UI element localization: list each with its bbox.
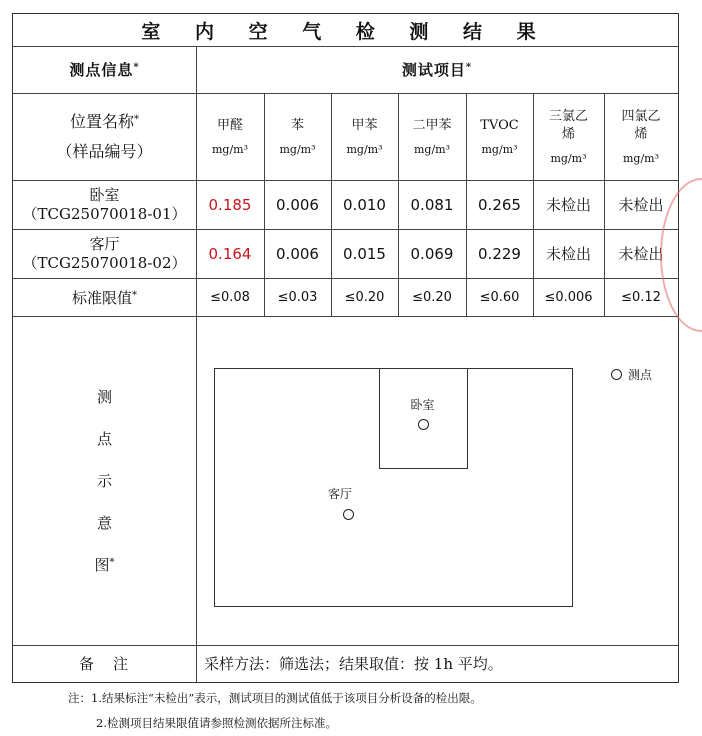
item-column-header bbox=[466, 93, 533, 180]
result-value-cell: 0.265 bbox=[478, 195, 521, 214]
remarks-text: 采样方法：筛选法；结果取值：按 1h 平均。 bbox=[204, 655, 503, 673]
item-name: 甲醛 bbox=[216, 118, 243, 133]
result-value-cell: 未检出 bbox=[618, 245, 664, 263]
living-room-label: 客厅 bbox=[328, 487, 353, 501]
diagram-label-char: 图 bbox=[94, 555, 110, 574]
item-column-header bbox=[331, 93, 398, 180]
limit-value-cell: ≤0.20 bbox=[412, 289, 452, 305]
test-items-header bbox=[196, 46, 678, 93]
living-room-point-icon bbox=[343, 509, 354, 520]
footnote-mark: * bbox=[465, 62, 473, 73]
point-info-label: 测点信息 bbox=[69, 61, 134, 79]
item-unit: mg/m³ bbox=[550, 152, 587, 165]
legend-label: 测点 bbox=[628, 368, 653, 382]
floor-plan bbox=[196, 316, 678, 645]
item-unit: mg/m³ bbox=[413, 143, 451, 156]
result-value-cell: 未检出 bbox=[545, 245, 591, 263]
item-unit: mg/m³ bbox=[211, 143, 249, 156]
result-value-cell: 0.006 bbox=[276, 244, 319, 263]
location-name: 卧室 bbox=[89, 185, 120, 204]
limit-value-cell: ≤0.60 bbox=[479, 289, 520, 305]
limit-value-cell: ≤0.006 bbox=[544, 289, 593, 305]
limits-label bbox=[13, 278, 196, 316]
footnote-mark: * bbox=[132, 289, 137, 301]
limit-value-cell: ≤0.12 bbox=[621, 289, 661, 305]
bedroom-point-icon bbox=[418, 419, 429, 430]
diagram-label-char: 点 bbox=[96, 429, 112, 448]
location-label: 位置名称 bbox=[69, 111, 134, 131]
test-items-label: 测试项目 bbox=[401, 61, 466, 79]
point-info-header bbox=[13, 46, 196, 93]
location-cell bbox=[13, 229, 196, 278]
item-column-header bbox=[533, 93, 604, 180]
report-table bbox=[12, 13, 679, 683]
result-value-cell: 0.229 bbox=[478, 244, 521, 263]
sample-id: （TCG25070018-01） bbox=[22, 204, 187, 223]
item-name: 甲苯 bbox=[351, 118, 378, 133]
item-column-header bbox=[264, 93, 331, 180]
item-column-header bbox=[196, 93, 264, 180]
item-unit: mg/m³ bbox=[279, 143, 316, 156]
limit-value-cell: ≤0.20 bbox=[344, 289, 385, 305]
diagram-label-char: 示 bbox=[96, 471, 112, 490]
footnote-mark: * bbox=[133, 62, 140, 73]
diagram-label-char: 意 bbox=[96, 513, 112, 532]
item-column-header bbox=[604, 93, 678, 180]
result-value-cell: 0.081 bbox=[410, 195, 454, 214]
result-value-cell: 0.010 bbox=[343, 195, 386, 214]
item-name: 苯 bbox=[290, 118, 304, 133]
location-cell bbox=[13, 180, 196, 229]
footnote-mark: * bbox=[134, 113, 139, 125]
footnote-mark: * bbox=[109, 556, 115, 568]
item-unit: mg/m³ bbox=[622, 152, 660, 165]
diagram-label bbox=[13, 316, 196, 645]
legend-point-icon bbox=[611, 369, 622, 380]
page-title: 室 内 空 气 检 测 结 果 bbox=[141, 20, 550, 43]
limit-value-cell: ≤0.08 bbox=[210, 289, 250, 305]
item-unit: mg/m³ bbox=[346, 143, 383, 156]
item-name: TVOC bbox=[480, 118, 519, 133]
remarks-label: 备 注 bbox=[78, 655, 130, 673]
item-unit: mg/m³ bbox=[481, 143, 518, 156]
location-name: 客厅 bbox=[89, 234, 120, 253]
limit-value-cell: ≤0.03 bbox=[277, 289, 318, 305]
result-value-cell: 0.069 bbox=[410, 244, 454, 263]
result-value-cell: 0.185 bbox=[208, 195, 252, 214]
item-name: 四氯乙烯 bbox=[621, 109, 661, 142]
note-line-2: 2.检测项目结果限值请参照检测依据所注标准。 bbox=[96, 716, 337, 730]
item-column-header bbox=[398, 93, 466, 180]
sample-id-label: （样品编号） bbox=[56, 141, 153, 161]
item-name: 三氯乙烯 bbox=[548, 109, 588, 142]
limits-label-text: 标准限值 bbox=[71, 288, 132, 307]
bedroom-label: 卧室 bbox=[410, 398, 435, 412]
sample-id: （TCG25070018-02） bbox=[22, 253, 187, 272]
result-value-cell: 0.006 bbox=[276, 195, 319, 214]
item-name: 二甲苯 bbox=[412, 118, 452, 133]
location-column-header bbox=[13, 93, 196, 180]
note-line-1: 注：1.结果标注“未检出”表示，测试项目的测试值低于该项目分析设备的检出限。 bbox=[68, 691, 482, 705]
diagram-label-char: 测 bbox=[96, 387, 112, 406]
result-value-cell: 0.164 bbox=[208, 244, 252, 263]
result-value-cell: 未检出 bbox=[545, 196, 591, 214]
result-value-cell: 未检出 bbox=[618, 196, 664, 214]
result-value-cell: 0.015 bbox=[343, 244, 386, 263]
